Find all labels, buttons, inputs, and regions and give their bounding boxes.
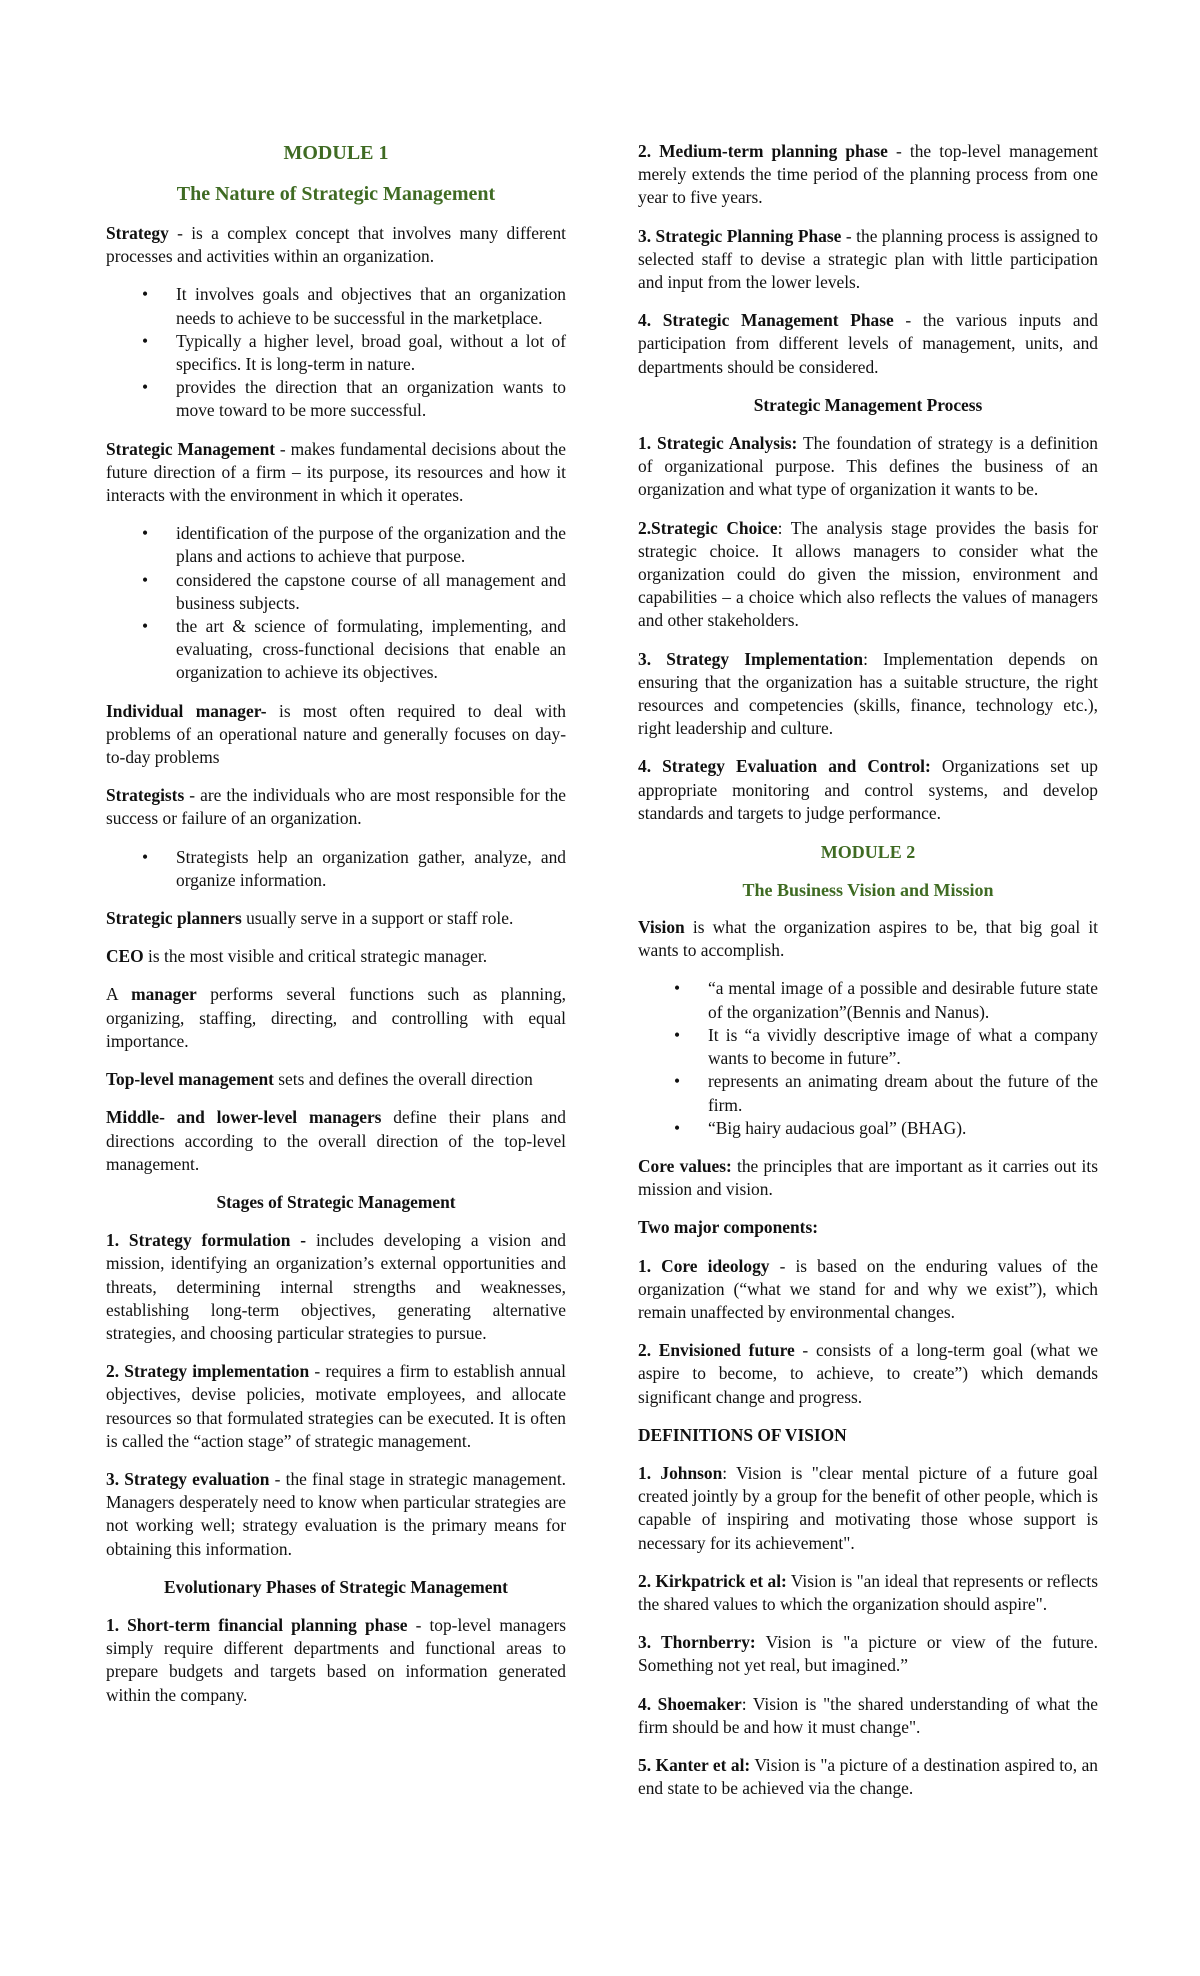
two-components-heading: Two major components: bbox=[638, 1217, 819, 1238]
bullet-icon: • bbox=[142, 569, 149, 590]
list-item: • It involves goals and objectives that an organization needs to achieve to be successful in the marketplace. bbox=[142, 284, 566, 328]
bullet-icon: • bbox=[142, 846, 149, 867]
bullet-icon: • bbox=[142, 377, 149, 398]
strategic-management-bullet-list bbox=[106, 522, 566, 684]
component-1: 1. Core ideology - is based on the enduring values of the organization (“what we stand for and why we exist”), which remain unaffected by environmental changes. bbox=[638, 1255, 1099, 1322]
strategy-term: Strategy bbox=[106, 223, 169, 243]
component-2: 2. Envisioned future - consists of a long-term goal (what we aspire to become, to achieve, to create”) which demands significant change and progress. bbox=[638, 1340, 1098, 1407]
top-level-management-definition: Top-level management sets and defines the overall direction bbox=[106, 1069, 533, 1090]
process-step-4: 4. Strategy Evaluation and Control: Organizations set up appropriate monitoring and control systems, and develop standards and targets to judge performance. bbox=[638, 756, 1098, 823]
list-item: • “a mental image of a possible and desirable future state of the organization”(Bennis and Nanus). bbox=[674, 978, 1098, 1022]
bullet-icon: • bbox=[674, 1117, 681, 1138]
phase-3: 3. Strategic Planning Phase - the planning process is assigned to selected staff to devise a strategic plan with little participation and input from the lower levels. bbox=[638, 225, 1098, 293]
definition-4: 4. Shoemaker: Vision is "the shared understanding of what the firm should be and how it must change". bbox=[638, 1693, 1099, 1737]
bullet-icon: • bbox=[674, 1024, 681, 1045]
phase-2: 2. Medium-term planning phase - the top-level management merely extends the time period of the planning process from one year to five years. bbox=[638, 141, 1098, 208]
list-item: • Typically a higher level, broad goal, without a lot of specifics. It is long-term in nature. bbox=[142, 330, 566, 375]
individual-manager-definition: Individual manager- is most often required to deal with problems of an operational nature and generally focuses on day-to-day problems bbox=[106, 700, 566, 768]
stage-2: 2. Strategy implementation - requires a firm to establish annual objectives, devise policies, motivate employees, and allocate resources so that formulated strategies can be executed. It is often is called the “action stage” of strategic management. bbox=[106, 1361, 566, 1451]
vision-bullet-list bbox=[638, 977, 1098, 1139]
bullet-icon: • bbox=[674, 1071, 681, 1092]
stage-1: 1. Strategy formulation - includes developing a vision and mission, identifying an organization’s external opportunities and threats, determining internal strengths and weaknesses, establishing long-term objectives, generating alternative strategies, and choosing particular strategies to pursue. bbox=[106, 1230, 566, 1343]
middle-lower-managers-definition: Middle- and lower-level managers define their plans and directions according to the overall direction of the top-level management. bbox=[106, 1107, 566, 1174]
ceo-definition: CEO is the most visible and critical strategic manager. bbox=[106, 946, 488, 967]
bullet-icon: • bbox=[142, 523, 149, 544]
list-item: • provides the direction that an organization wants to move toward to be more successful. bbox=[142, 377, 566, 421]
bullet-icon: • bbox=[142, 616, 149, 637]
definitions-heading: DEFINITIONS OF VISION bbox=[638, 1424, 847, 1445]
list-item: • represents an animating dream about the future of the firm. bbox=[674, 1071, 1098, 1115]
module-1-subtitle: The Nature of Strategic Management bbox=[176, 183, 496, 205]
list-item: • identification of the purpose of the organization and the plans and actions to achieve that purpose. bbox=[142, 523, 566, 567]
process-heading: Strategic Management Process bbox=[753, 394, 983, 415]
list-item: • “Big hairy audacious goal” (BHAG). bbox=[638, 1117, 1098, 1140]
manager-definition: A manager performs several functions such as planning, organizing, staffing, directing, and controlling with equal importance. bbox=[106, 984, 566, 1051]
strategic-planners-definition: Strategic planners usually serve in a support or staff role. bbox=[106, 908, 514, 929]
module-2-title: MODULE 2 bbox=[820, 842, 916, 863]
strategy-bullet-list bbox=[106, 283, 566, 422]
bullet-icon: • bbox=[142, 284, 149, 305]
definition-3: 3. Thornberry: Vision is "a picture or view of the future. Something not yet real, but imagined.” bbox=[638, 1632, 1098, 1676]
definition-2: 2. Kirkpatrick et al: Vision is "an ideal that represents or reflects the shared values to which the organization should aspire". bbox=[638, 1570, 1098, 1614]
phase-4: 4. Strategic Management Phase - the various inputs and participation from different levels of management, units, and departments should be considered. bbox=[638, 310, 1098, 377]
process-step-3: 3. Strategy Implementation: Implementation depends on ensuring that the organization has a suitable structure, the right resources and competencies (skills, finance, technology etc.), right leadership and culture. bbox=[638, 648, 1098, 739]
list-item: • considered the capstone course of all management and business subjects. bbox=[142, 569, 566, 613]
evolutionary-phases-heading: Evolutionary Phases of Strategic Management bbox=[164, 1576, 508, 1597]
list-item: • Strategists help an organization gather, analyze, and organize information. bbox=[142, 846, 566, 890]
definition-5: 5. Kanter et al: Vision is "a picture of a destination aspired to, an end state to be achieved via the change. bbox=[638, 1754, 1098, 1799]
definition-1: 1. Johnson: Vision is "clear mental picture of a future goal created jointly by a group for the benefit of other people, which is capable of inspiring and motivating those whose support is necessary for its achievement". bbox=[638, 1462, 1098, 1553]
strategists-bullet-list bbox=[106, 846, 566, 892]
core-values-definition: Core values: the principles that are important as it carries out its mission and vision. bbox=[638, 1155, 1098, 1200]
strategic-management-definition: Strategic Management - makes fundamental decisions about the future direction of a firm – its purpose, its resources and how it interacts with the environment in which it operates. bbox=[106, 438, 566, 506]
left-column bbox=[106, 140, 566, 1722]
phase-1: 1. Short-term financial planning phase - top-level managers simply require different departments and functional areas to prepare budgets and targets based on information generated within the company. bbox=[106, 1614, 566, 1705]
stage-3: 3. Strategy evaluation - the final stage in strategic management. Managers desperately need to know when particular strategies are not working well; strategy evaluation is the primary means for obtaining this information. bbox=[106, 1468, 566, 1559]
process-step-1: 1. Strategic Analysis: The foundation of strategy is a definition of organizational purpose. This defines the business of an organization and what type of organization it wants to be. bbox=[638, 433, 1098, 500]
strategy-definition: Strategy - is a complex concept that involves many different processes and activities within an organization. bbox=[106, 223, 566, 267]
bullet-icon: • bbox=[674, 978, 681, 999]
list-item: • It is “a vividly descriptive image of what a company wants to become in future”. bbox=[674, 1024, 1098, 1069]
bullet-icon: • bbox=[142, 330, 149, 351]
stages-heading: Stages of Strategic Management bbox=[216, 1191, 456, 1212]
module-1-title: MODULE 1 bbox=[283, 142, 389, 164]
module-2-subtitle: The Business Vision and Mission bbox=[742, 880, 994, 901]
list-item: • the art & science of formulating, implementing, and evaluating, cross-functional decisions that enable an organization to achieve its objectives. bbox=[142, 616, 566, 683]
vision-definition: Vision is what the organization aspires to be, that big goal it wants to accomplish. bbox=[638, 917, 1098, 961]
strategists-definition: Strategists - are the individuals who are most responsible for the success or failure of an organization. bbox=[106, 785, 566, 829]
right-column bbox=[638, 140, 1098, 1815]
process-step-2: 2.Strategic Choice: The analysis stage provides the basis for strategic choice. It allows managers to consider what the organization could do given the mission, environment and capabilities – a choice which also reflects the values of managers and other stakeholders. bbox=[638, 517, 1098, 631]
